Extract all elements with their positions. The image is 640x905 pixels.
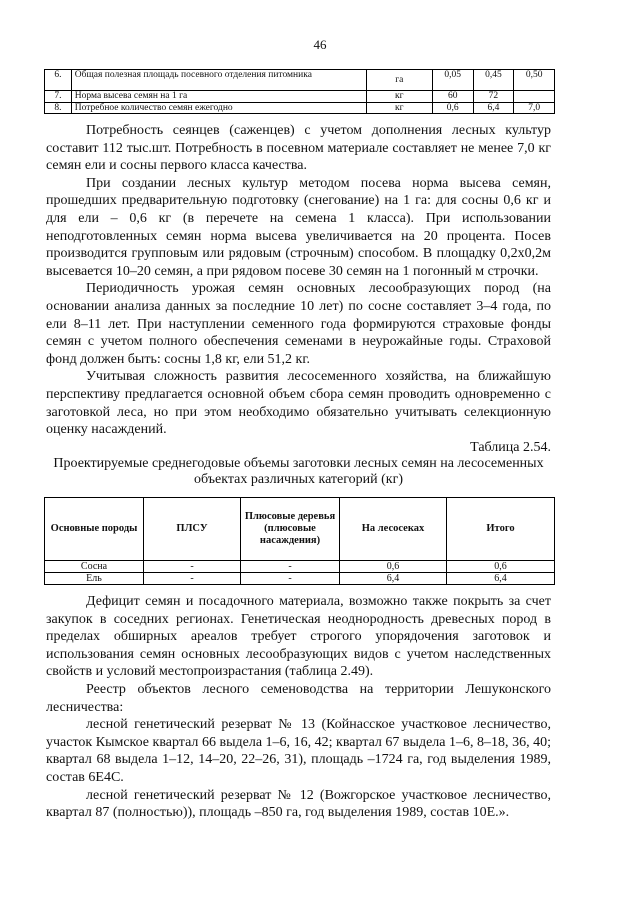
column-header: На лесосеках: [340, 498, 447, 561]
table-label: Таблица 2.54.: [470, 439, 551, 455]
row-number: 7.: [45, 91, 72, 103]
row-unit: кг: [366, 91, 432, 103]
table-cell: 0,6: [340, 561, 447, 573]
seed-requirement-table: [44, 69, 555, 114]
table-cell: 6,4: [340, 573, 447, 585]
table-row: [45, 70, 555, 91]
row-name: Общая полезная площадь посевного отделения питомника: [71, 70, 366, 91]
table-cell: -: [241, 573, 340, 585]
table-cell: 0,6: [447, 561, 555, 573]
row-value-1: 0,05: [432, 70, 473, 91]
row-value-2: 0,45: [473, 70, 514, 91]
paragraph: Дефицит семян и посадочного материала, возможно также покрыть за счет закупок в соседних регионах. Генетическая неоднородность древесных пород в пределах обширных ареалов требует строгого упорядочения заготовок и использования семян основных лесообразующих видов с учетом наследственных свойств и условий местопроизрастания (таблица 2.49).: [46, 594, 551, 680]
table-title: Проектируемые среднегодовые объемы заготовки лесных семян на лесосеменных объектах различных категорий (кг): [53, 456, 544, 488]
table-cell: -: [144, 561, 241, 573]
table-row: [45, 573, 555, 585]
table-cell: -: [144, 573, 241, 585]
row-unit: кг: [366, 102, 432, 114]
table-row: [45, 102, 555, 114]
row-number: 6.: [45, 70, 72, 91]
table-header-row: [45, 498, 555, 561]
paragraph: Реестр объектов лесного семеноводства на территории Лешуконского лесничества:: [46, 681, 551, 715]
table-row: [45, 91, 555, 103]
text-block-1: [46, 122, 551, 488]
page-number: 46: [313, 37, 327, 52]
paragraph: лесной генетический резерват № 12 (Вожгорское участковое лесничество, квартал 87 (полностью)), площадь –850 га, год выделения 1989, состав 10Е.».: [46, 787, 551, 821]
column-header: ПЛСУ: [144, 498, 241, 561]
column-header: Основные породы: [45, 498, 144, 561]
row-value-1: 60: [432, 91, 473, 103]
paragraph: При создании лесных культур методом посева норма высева семян, прошедших предварительную подготовку (снегование) на 1 га: для сосны 0,6 кг и для ели – 0,6 кг (в перечете на семена 1 класса). При использовании неподготовленных семян норма высева увеличивается на 20 процента. Посев производится групповым или рядовым (строчным) способом. В площадку 0,2х0,2м высевается 10–20 семян, а при рядовом посеве 30 семян на 1 погонный м строчки.: [46, 175, 551, 279]
table-cell: 6,4: [447, 573, 555, 585]
seed-harvest-table: [44, 497, 555, 585]
row-value-1: 0,6: [432, 102, 473, 114]
row-name: Потребное количество семян ежегодно: [71, 102, 366, 114]
table-cell: Ель: [45, 573, 144, 585]
row-number: 8.: [45, 102, 72, 114]
paragraph: Потребность сеянцев (саженцев) с учетом дополнения лесных культур составит 112 тыс.шт. Потребность в посевном материале составляет не менее 7,0 кг семян ели и сосны первого класса качества.: [46, 123, 551, 174]
row-value-3: 0,50: [514, 70, 555, 91]
table-row: [45, 561, 555, 573]
row-value-3: [514, 91, 555, 103]
table-cell: -: [241, 561, 340, 573]
row-value-2: 72: [473, 91, 514, 103]
paragraph: лесной генетический резерват № 13 (Койнасское участковое лесничество, участок Кымское квартал 66 выдела 1–6, 16, 42; квартал 67 выдела 1–6, 8–18, 36, 40; квартал 68 выдела 1–12, 14–20, 22–26, 31), площадь –1724 га, год выделения 1989, состав 6Е4С.: [46, 717, 551, 785]
paragraph: Учитывая сложность развития лесосеменного хозяйства, на ближайшую перспективу предлагается основной объем сбора семян проводить одновременно с заготовкой леса, но при этом необходимо обязательно учитывать селекционную оценку насаждений.: [46, 369, 551, 438]
paragraph: Периодичность урожая семян основных лесообразующих пород (на основании анализа данных за последние 10 лет) по сосне составляет 3–4 года, по ели 8–11 лет. При наступлении семенного года формируются страховые фонды семян с учетом полного обеспечения семенами в неурожайные годы. Страховой фонд должен быть: сосны 1,8 кг, ели 51,2 кг.: [46, 281, 551, 367]
text-block-2: [46, 593, 551, 822]
column-header: Плюсовые деревья (плюсовые насаждения): [241, 498, 340, 561]
row-value-2: 6,4: [473, 102, 514, 114]
row-name: Норма высева семян на 1 га: [71, 91, 366, 103]
column-header: Итого: [447, 498, 555, 561]
table-cell: Сосна: [45, 561, 144, 573]
row-unit: га: [366, 70, 432, 91]
row-value-3: 7,0: [514, 102, 555, 114]
